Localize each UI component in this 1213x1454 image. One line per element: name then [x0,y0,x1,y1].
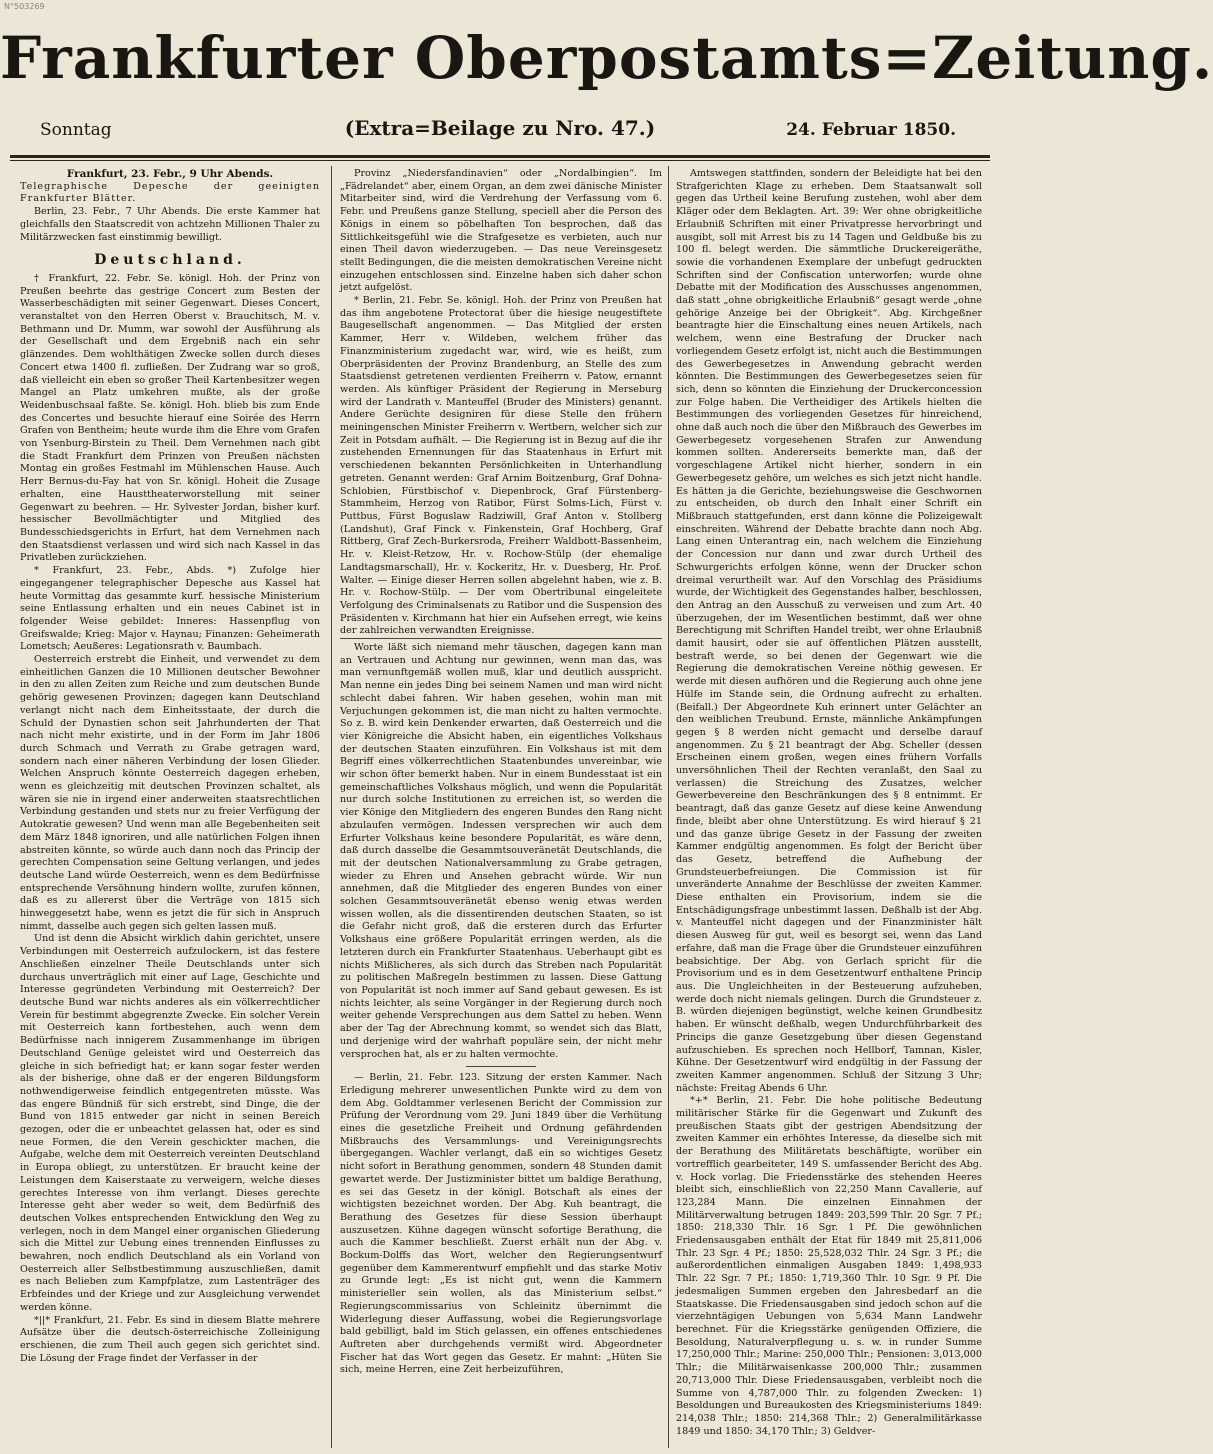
article-paragraph: Worte läßt sich niemand mehr täuschen, dagegen kann man an Vertrauen und Achtung nur gewinnen, wenn man das, was man vernunftgemäß wollen muß, klar und deutlich ausspricht. Man nenne ein jedes Ding bei seinem Namen und man wird nicht schlecht dabei fahren. Wir haben gesehen, wohin man mit Verjuchungen gekommen ist, die man nicht zu halten vermochte. So z. B. wird kein Denkender erwarten, daß Oesterreich und die vier Königreiche die Absicht haben, ein eigentliches Volkshaus der deutschen Staaten einzuführen. Ein Volkshaus ist mit dem Begriff eines völkerrechtlichen Staatenbundes unvereinbar, wie wir schon öfter bemerkt haben. Nur in einem Bundesstaat ist ein gemeinschaftliches Volkshaus möglich, und wenn die Popularität nur durch solche Institutionen zu erreichen ist, so werden die vier Könige den Mitgliedern des engeren Bundes den Rang nicht abzulaufen vermögen. Indessen versprechen wir auch dem Erfurter Volkshaus keine besondere Popularität, es wäre denn, daß durch dasselbe die Gesammtsouveränetät Deutschlands, die mit der deutschen Nationalversammlung zu Grabe getragen, wieder zu Ehren und Ansehen gebracht würde. Wir nun annehmen, daß die Mitglieder des engeren Bundes von einer solchen Gesammtsouveränetät ebenso wenig etwas werden wissen wollen, als die dissentirenden deutschen Staaten, so ist die Gefahr nicht groß, daß die ersteren durch das Erfurter Volkshaus eine größere Popularität erringen werden, als die letzteren durch ein Frankfurter Staatenhaus. Ueberhaupt gibt es nichts Mißlicheres, als sich durch das Streben nach Popularität zu politischen Maßregeln bestimmen zu lassen. Diese Gattung von Popularität ist noch immer auf Sand gebaut gewesen. Es ist nichts leichter, als seine Vorgänger in der Regierung durch noch weiter gehende Versprechungen aus dem Sattel zu heben. Wenn aber der Tag der Abrechnung kommt, so wendet sich das Blatt, und derjenige wird der wahrhaft populäre sein, der nicht mehr versprochen hat, als er zu halten vermochte. [340,642,662,1060]
article-divider [466,1066,536,1067]
column-2 [340,168,662,1448]
article-paragraph: * Frankfurt, 23. Febr., Abds. *) Zufolge hier eingegangener telegraphischer Depesche aus Kassel hat heute Vormittag das gesammte kurf. hessische Ministerium seine Entlassung erhalten und ein neues Cabinet ist in folgender Weise gebildet: Inneres: Hassenpflug von Greifswalde; Krieg: Major v. Haynau; Finanzen: Geheimerath Lometsch; Aeußeres: Legationsrath v. Baumbach. [20,565,320,653]
column-divider [331,166,332,1448]
telegraph-text: Berlin, 23. Febr., 7 Uhr Abends. Die erste Kammer hat gleichfalls den Staatscredit von achtzehn Millionen Thaler zu Militärzwecken fast einstimmig bewilligt. [20,206,320,243]
dateline-day: Sonntag [40,120,112,140]
article-paragraph: * Berlin, 21. Febr. Se. königl. Hoh. der Prinz von Preußen hat das ihm angebotene Protectorat über die hiesige neugestiftete Baugesellschaft angenommen. — Das Mitglied der ersten Kammer, Herr v. Wildeben, welchem früher das Finanzministerium zugedacht war, wird, wie es heißt, zum Oberpräsidenten der Provinz Brandenburg, an Stelle des zum Staatsdienst getretenen verdienten Freiherrn v. Patow, ernannt werden. Als künftiger Präsident der Regierung in Merseburg wird der Landrath v. Manteuffel (Bruder des Ministers) genannt. Andere Gerüchte designiren für diese Stelle den frühern meiningenschen Minister Freiherrn v. Wertbern, welcher sich zur Zeit in Potsdam aufhält. — Die Regierung ist in Bezug auf die ihr zustehenden Ernennungen für das Staatenhaus in Erfurt mit verschiedenen bekannten Persönlichkeiten in Unterhandlung getreten. Genannt werden: Graf Arnim Boitzenburg, Graf Dohna-Schlobien, Fürstbischof v. Diepenbrock, Graf Fürstenberg-Stammheim, Herzog von Ratibor, Fürst Solms-Lich, Fürst v. Puttbus, Fürst Boguslaw Radziwill, Graf Anton v. Stollberg (Landshut), Graf Finck v. Finkenstein, Graf Hochberg, Graf Rittberg, Graf Zech-Burkersroda, Freiherr Waldbott-Bassenheim, Hr. v. Kleist-Retzow, Hr. v. Rochow-Stülp (der ehemalige Landtagsmarschall), Hr. v. Kockeritz, Hr. v. Duesberg, Hr. Prof. Walter. — Einige dieser Herren sollen abgelehnt haben, wie z. B. Hr. v. Rochow-Stülp. — Der vom Obertribunal eingeleitete Verfolgung des Criminalsenats zu Ratibor und die Suspension des Präsidenten v. Kirchmann hat hier ein Aufsehen erregt, wie keins der zahlreichen verwandten Ereignisse. [340,295,662,637]
column-3 [676,168,982,1448]
article-paragraph: Amtswegen stattfinden, sondern der Beleidigte hat bei den Strafgerichten Klage zu erheben. Dem Staatsanwalt soll gegen das Urtheil keine Berufung zustehen, wohl aber dem Kläger oder dem Beklagten. Art. 39: Wer ohne obrigkeitliche Erlaubniß Schriften mit einer Privatpresse hervorbringt und ausgibt, soll mit Arrest bis zu 14 Tagen und Geldbuße bis zu 100 fl. belegt werden. Die sämmtliche Druckereigeräthe, sowie die vorhandenen Exemplare der unbefugt gedruckten Schriften sind der Confiscation unterworfen; wurde ohne Debatte mit der Modification des Ausschusses angenommen, daß statt „ohne obrigkeitliche Erlaubniß“ gesagt werde „ohne gehörige Anzeige bei der Obrigkeit“. Abg. Kirchgeßner beantragte hier die Einschaltung eines neuen Artikels, nach welchem, wenn eine Bestrafung der Drucker nach vorliegendem Gesetz erfolgt ist, nicht auch die Bestimmungen des Gewerbegesetzes in Anwendung gebracht werden könnten. Die Bestimmungen des Gewerbegesetzes seien für sich, denn so könnten die Einziehung der Druckerconcession zur Folge haben. Die Vertheidiger des Artikels hielten die Bestimmungen des vorliegenden Gesetzes für hinreichend, ohne daß auch noch die über den Mißbrauch des Gewerbes im Gewerbegesetz vorgesehenen Strafen zur Anwendung kommen sollten. Andererseits bemerkte man, daß der vorgeschlagene Artikel nicht hierher, sondern in ein Gewerbegesetz gehöre, um welches es sich jetzt nicht handle. Es hätten ja die Gerichte, beziehungsweise die Geschwornen zu entscheiden, ob durch den Inhalt einer Schrift ein Mißbrauch stattgefunden, erst dann könne die Polizeigewalt einschreiten. Während der Debatte brachte dann noch Abg. Lang einen Unterantrag ein, nach welchem die Einziehung der Concession nur dann und zwar durch Urtheil des Schwurgerichts erfolgen könne, wenn der Drucker schon dreimal verurtheilt war. Auf den Vorschlag des Präsidiums wurde, der Wichtigkeit des Gegenstandes halber, beschlossen, den Antrag an den Ausschuß zu verweisen und zum Art. 40 überzugehen, der im Wesentlichen bestimmt, daß wer ohne Berechtigung mit Schriften Handel treibt, wer ohne Erlaubniß damit hausirt, oder sie auf öffentlichen Plätzen ausstellt, bestraft werde, so bei denen der Gegenwart wie die Regierung die demokratischen Vereine nöthig gewesen. Er werde mit diesen aufhören und die Regierung auch ohne jene Hülfe im Stande sein, die Ordnung aufrecht zu erhalten. (Beifall.) Der Abgeordnete Kuh erinnert unter Gelächter an den weiblichen Treubund. Ernste, männliche Ankämpfungen gegen § 8 werden nicht gemacht und derselbe darauf angenommen. Zu § 21 beantragt der Abg. Scheller (dessen Erscheinen einem großen, wegen eines frühern Vorfalls unversöhnlichen Theil der Rechten veranlaßt, den Saal zu verlassen) die Streichung des Zusatzes, welcher Gewerbevereine den Beschränkungen des § 8 entnimmt. Er beantragt, daß das ganze Gesetz auf diese keine Anwendung finde, bleibt aber ohne Unterstützung. Es wird hierauf § 21 und das ganze übrige Gesetz in der Fassung der zweiten Kammer endgültig angenommen. Es folgt der Bericht über das Gesetz, betreffend die Aufhebung der Grundsteuerbefreiungen. Die Commission ist für unveränderte Annahme der Beschlüsse der zweiten Kammer. Diese enthalten ein Provisorium, indem sie die Entschädigungsfrage unbestimmt lassen. Deßhalb ist der Abg. v. Manteuffel nicht dagegen und der Finanzminister hält diesen Ausweg für gut, weil es besorgt sei, wenn das Land erfahre, daß man die Frage über die Grundsteuer einzuführen beabsichtige. Der Abg. von Gerlach spricht für die Provisorium und es in dem Gesetzentwurf enthaltene Princip aus. Die Ungleichheiten in der Besteuerung aufzuheben, werde doch nicht niemals gelingen. Durch die Grundsteuer z. B. würden diejenigen begünstigt, welche keinen Grundbesitz haben. Er wünscht deßhalb, wegen Undurchführbarkeit des Princips die ganze Gesetzgebung über diesen Gegenstand aufzuschieben. Es sprechen noch Hellborf, Tamnan, Kisler, Kühne. Der Gesetzentwurf wird endgültig in der Fassung der zweiten Kammer angenommen. Schluß der Sitzung 3 Uhr; nächste: Freitag Abends 6 Uhr. [676,168,982,1094]
article-paragraph: *||* Frankfurt, 21. Febr. Es sind in diesem Blatte mehrere Aufsätze über die deutsch-österreichische Zolleinigung erschienen, die zum Theil auch gegen sich gerichtet sind. Die Lösung der Frage findet der Verfasser in der [20,1314,320,1364]
header-rule [10,155,990,158]
article-paragraph: — Berlin, 21. Febr. 123. Sitzung der ersten Kammer. Nach Erledigung mehrerer unwesentlichen Punkte wird zu dem von dem Abg. Goldtammer verlesenen Bericht der Commission zur Prüfung der Verordnung vom 29. Juni 1849 über die Verhütung eines die gesetzliche Freiheit und Ordnung gefährdenden Mißbrauchs des Versammlungs- und Vereinigungsrechts übergegangen. Wachler verlangt, daß ein so wichtiges Gesetz nicht sofort in Berathung genommen, sondern 48 Stunden damit gewartet werde. Der Justizminister bittet um baldige Berathung, es sei das Gesetz in der königl. Botschaft als eines der wichtigsten bezeichnet worden. Der Abg. Kuh beantragt, die Berathung des Gesetzes für diese Session überhaupt auszusetzen. Kühne dagegen wünscht sofortige Berathung, die auch die Kammer beschließt. Zuerst erhält nun der Abg. v. Bockum-Dolffs das Wort, welcher den Regierungsentwurf gegenüber dem Kammerentwurf empfiehlt und das starke Motiv zu Grunde legt: „Es ist nicht gut, wenn die Kammern ministerieller sein wollen, als das Ministerium selbst.“ Regierungscommissarius von Schleinitz übernimmt die Widerlegung dieser Auffassung, wobei die Regierungsvorlage bald gebilligt, bald im Stich gelassen, ein offenes entschiedenes Auftreten aber durchgehends vermißt wird. Abgeordneter Fischer hat das Wort gegen das Gesetz. Er mahnt: „Hüten Sie sich, meine Herren, eine Zeit herbeizuführen, [340,1072,662,1376]
article-paragraph: *+* Berlin, 21. Febr. Die hohe politische Bedeutung militärischer Stärke für die Gegenwart und Zukunft des preußischen Staats gibt der gestrigen Abendsitzung der zweiten Kammer ein erhöhtes Interesse, da dieselbe sich mit der Berathung des Militäretats beschäftigte, worüber ein vortrefflich gearbeiteter, 149 S. umfassender Bericht des Abg. v. Hock vorlag. Die Friedensstärke des stehenden Heeres bleibt sich, einschließlich von 22,250 Mann Cavallerie, auf 123,284 Mann. Die einzelnen Einnahmen der Militärverwaltung betrugen 1849: 203,599 Thlr. 20 Sgr. 7 Pf.; 1850: 218,330 Thlr. 16 Sgr. 1 Pf. Die gewöhnlichen Friedensausgaben enthält der Etat für 1849 mit 25,811,006 Thlr. 23 Sgr. 4 Pf.; 1850: 25,528,032 Thlr. 24 Sgr. 3 Pf.; die außerordentlichen einmaligen Ausgaben 1849: 1,498,933 Thlr. 22 Sgr. 7 Pf.; 1850: 1,719,360 Thlr. 10 Sgr. 9 Pf. Die jedesmaligen Summen ergeben den Jahresbedarf an die Staatskasse. Die Friedensausgaben sind jedoch schon auf die vierzehntägigen Uebungen von 5,634 Mann Landwehr berechnet. Für die Kriegsstärke genügenden Offiziere, die Besoldung, Naturalverpflegung u. s. w. in runder Summe 17,250,000 Thlr.; Marine: 250,000 Thlr.; Pensionen: 3,013,000 Thlr.; die Militärwaisenkasse 200,000 Thlr.; zusammen 20,713,000 Thlr. Diese Friedensausgaben, verbleibt noch die Summe von 4,787,000 Thlr. zu folgenden Zwecken: 1) Besoldungen und Bureaukosten des Kriegsministeriums 1849: 214,038 Thlr.; 1850: 214,368 Thlr.; 2) Generalmilitärkasse 1849 und 1850: 34,170 Thlr.; 3) Geldver- [676,1095,982,1437]
dateline-date: 24. Februar 1850. [786,120,956,140]
article-paragraph: Oesterreich erstrebt die Einheit, und verwendet zu dem einheitlichen Ganzen die 10 Millionen deutscher Bewohner in den zu allen Zeiten zum Reiche und zum deutschen Bunde gehörig gewesenen Provinzen; dagegen kann Deutschland verlangt nicht nach dem Einheitsstaate, der durch die Schuld der Dynastien schon seit Jahrhunderten der That nach nicht mehr existirte, und in der Form im Jahr 1806 durch Schmach und Verrath zu Grabe getragen ward, sondern nach einer näheren Verbindung der losen Glieder. Welchen Anspruch könnte Oesterreich dagegen erheben, wenn es gleichzeitig mit deutschen Provinzen schaltet, als wären sie nie in irgend einer anderweiten staatsrechtlichen Verbindung gestanden und stets nur zu freier Verfügung der Autokratie gewesen? Und wenn man alle Begebenheiten seit dem März 1848 ignoriren, und alle natürlichen Folgen ihnen abstreiten könnte, so würde auch dann noch das Princip der gerechten Compensation seine Geltung verlangen, und jedes deutsche Land würde Oesterreich, wenn es dem Bedürfnisse entsprechende Versöhnung hindern wollte, zurufen können, daß es zu allererst über die Verträge von 1815 sich hinweggesetzt habe, wenn es jetzt die für sich in Anspruch nimmt, dasselbe auch gegen sich gelten lassen muß. [20,654,320,932]
article-paragraph: Und ist denn die Absicht wirklich dahin gerichtet, unsere Verbindungen mit Oesterreich aufzulockern, ist das festere Anschließen einzelner Theile Deutschlands unter sich durchaus unverträglich mit einer auf Lage, Geschichte und Interesse gegründeten Verbindung mit Oesterreich? Der deutsche Bund war nichts anderes als ein völkerrechtlicher Verein für bestimmt abgegrenzte Zwecke. Ein solcher Verein mit Oesterreich kann fortbestehen, auch wenn dem Bedürfnisse nach innigerem Zusammenhange im übrigen Deutschland Genüge geleistet wird und Oesterreich das gleiche in sich befriedigt hat; er kann sogar fester werden als der bisherige, ohne daß er der engeren Bildungsform nothwendigerweise feindlich entgegentreten müsste. Was das engere Bündniß für sich erstrebt, sind Dinge, die der Bund von 1815 entweder gar nicht in seinen Bereich gezogen, oder die er unbeachtet gelassen hat, oder es sind neue Formen, die den Verein geschickter machen, die Aufgabe, welche dem mit Oesterreich vereinten Deutschland in Europa obliegt, zu unterstützen. Er braucht keine der Leistungen dem Kaiserstaate zu verweigern, welche dieses gerechtes Interesse von ihm verlangt. Dieses gerechte Interesse geht aber weder so weit, dem Bedürfniß des deutschen Volkes entsprechenden Entwicklung den Weg zu verlegen, noch in dem Mangel einer organischen Gliederung sich die Mittel zur Uebung eines trennenden Einflusses zu bewahren, noch endlich Deutschland als ein Vorland von Oesterreich aller Selbstbestimmung auszuschließen, damit es nach Belieben zum Kampfplatze, zum Lastenträger des Erbfeindes und der Kriege und zur Ausgleichung verwendet werden könne. [20,933,320,1313]
section-title: Deutschland. [94,252,246,269]
boxed-article [340,638,662,1061]
header-rule-thin [10,160,990,161]
article-paragraph: Provinz „Niedersfandinavien“ oder „Nordalbingien“. Im „Fädrelandet“ aber, einem Organ, an dem zwei dänische Minister Mitarbeiter sind, wird die Verdrehung der Verfassung vom 6. Febr. und Preußens ganze Stellung, speciell aber die Person des Königs in einem so pöbelhaften Ton besprochen, daß das Sittlichkeitsgefühl wie die Strafgesetze es verbieten, auch nur einen Theil davon wiederzugeben. — Das neue Vereinsgesetz stellt Bedingungen, die die meisten demokratischen Vereine nicht einzugehen entschlossen sind. Einzelne haben sich daher schon jetzt aufgelöst. [340,168,662,294]
article-paragraph: † Frankfurt, 22. Febr. Se. königl. Hoh. der Prinz von Preußen beehrte das gestrige Concert zum Besten der Wasserbeschädigten mit seiner Gegenwart. Dieses Concert, veranstaltet von den Herren Oberst v. Brauchitsch, M. v. Bethmann und Dr. Mumm, war sowohl der Ausführung als der Gesellschaft und dem Ergebniß nach ein sehr glänzendes. Dem wohlthätigen Zwecke sollen durch dieses Concert etwa 1400 fl. zufließen. Der Zudrang war so groß, daß vielleicht ein eben so großer Theil Kartenbesitzer wegen Mangel an Platz umkehren mußte, als der große Weidenbuschsaal faßte. Se. königl. Hoh. blieb bis zum Ende des Concertes und besuchte hierauf eine Soirée des Herrn Grafen von Bentheim; heute wurde ihm die Ehre vom Grafen von Ysenburg-Birstein zu Theil. Dem Vernehmen nach gibt die Stadt Frankfurt dem Prinzen von Preußen nächsten Montag ein großes Festmahl im Mühlenschen Hause. Auch Herr Bernus-du-Fay hat von Sr. königl. Hoheit die Zusage erhalten, eine Hausttheaterworstellung mit seiner Gegenwart zu beehren. — Hr. Sylvester Jordan, bisher kurf. hessischer Bevollmächtigter und Mitglied des Bundesschiedsgerichts in Erfurt, hat dem Vernehmen nach den Staatsdienst verlassen und wird sich nach Kassel in das Privatleben zurückziehen. [20,272,320,564]
article-head: Frankfurt, 23. Febr., 9 Uhr Abends. [66,168,274,180]
archive-id: N°503269 [4,2,45,11]
column-divider [668,166,669,1448]
masthead-title: Frankfurter Oberpostamts=Zeitung. [0,24,1213,92]
telegraph-title: Telegraphische Depesche der geeinigten Frankfurter Blätter. [20,180,320,205]
column-1 [20,168,320,1448]
dateline [0,116,1000,148]
dateline-extra: (Extra=Beilage zu Nro. 47.) [344,116,656,140]
